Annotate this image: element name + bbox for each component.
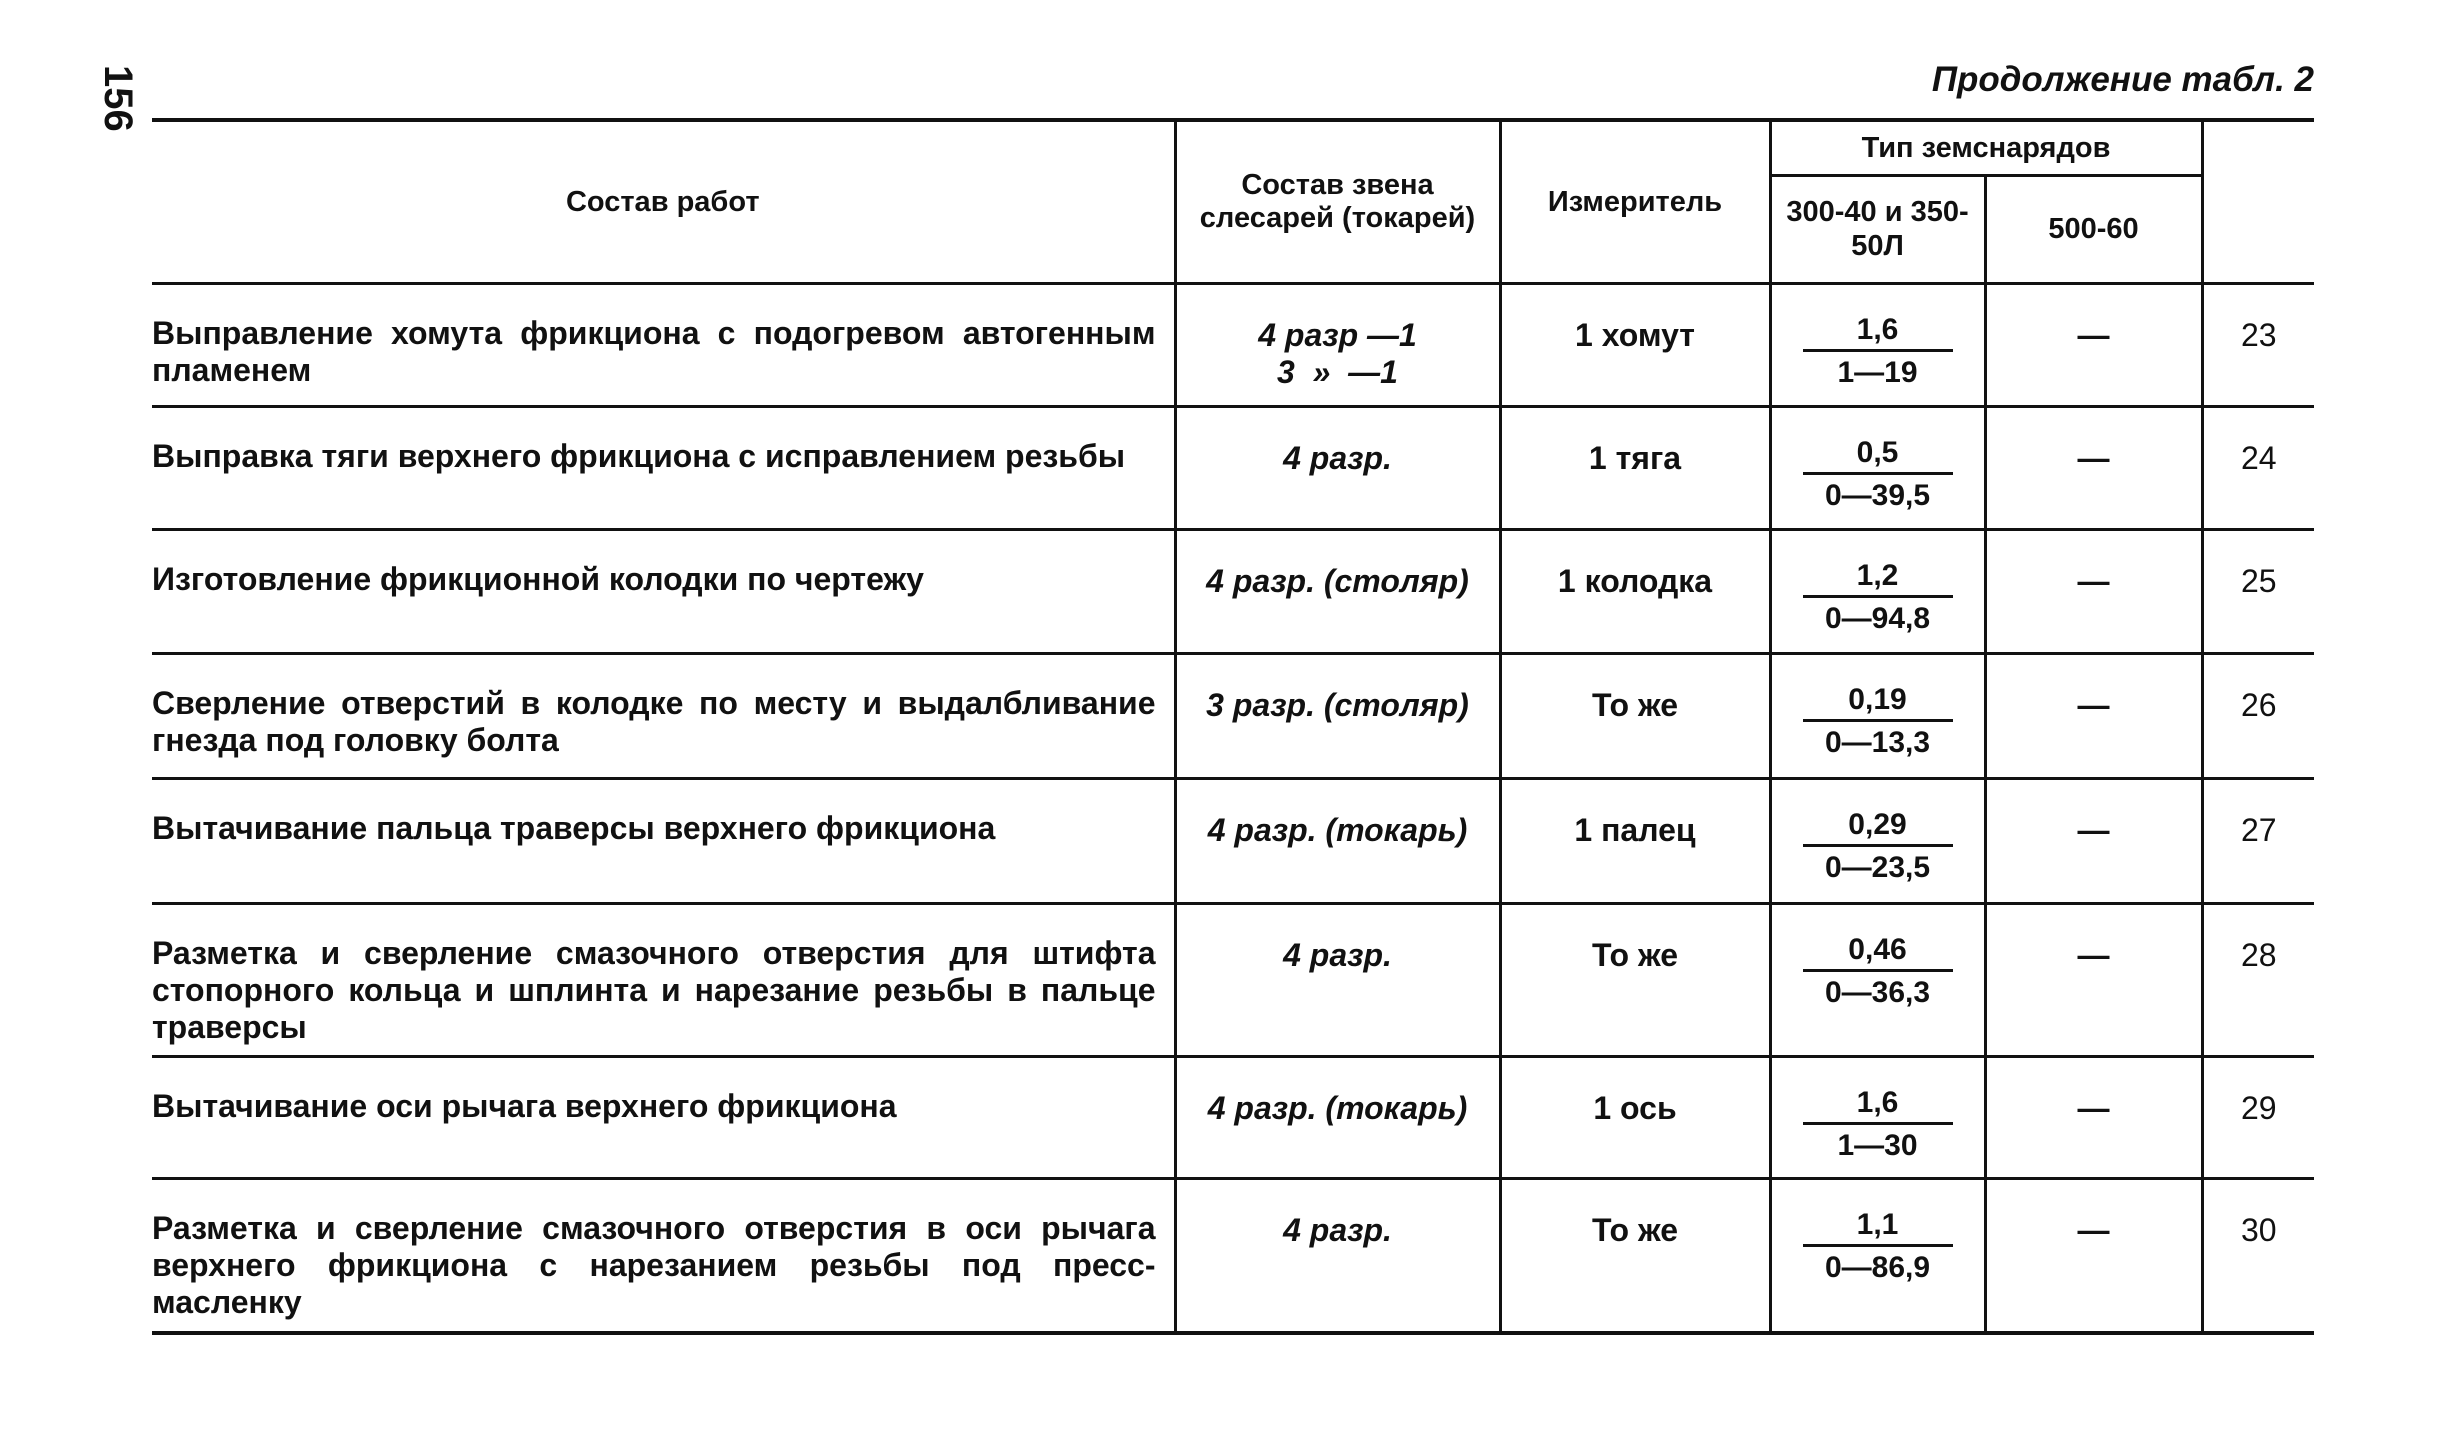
cell-norm-a <box>1770 1179 1985 1333</box>
header-row <box>152 120 2314 176</box>
header-dredger-type: Тип земснарядов <box>1770 120 2202 176</box>
cell-brigade <box>1175 284 1500 407</box>
norm-time: 0,19 <box>1848 683 1907 716</box>
table-row <box>152 1179 2314 1333</box>
cell-work: Выправка тяги верхнего фрикциона с исправлением резьбы <box>152 407 1175 530</box>
header-meter: Измеритель <box>1500 120 1770 284</box>
header-type-a: 300-40 и 350-50Л <box>1770 176 1985 284</box>
cell-meter: 1 хомут <box>1500 284 1770 407</box>
cell-norm-b: — <box>1985 530 2202 654</box>
cell-norm-b: — <box>1985 1179 2202 1333</box>
cell-brigade: 4 разр. <box>1175 904 1500 1057</box>
cell-norm-b: — <box>1985 654 2202 779</box>
cell-norm-a <box>1770 530 1985 654</box>
cell-norm-a <box>1770 1057 1985 1179</box>
cell-norm-a <box>1770 284 1985 407</box>
cell-brigade: 4 разр. <box>1175 407 1500 530</box>
norm-time: 1,1 <box>1856 1208 1899 1242</box>
table-row <box>152 284 2314 407</box>
norm-time: 1,2 <box>1856 559 1899 592</box>
cell-row-number: 24 <box>2202 407 2314 530</box>
cell-brigade: 4 разр. (токарь) <box>1175 1057 1500 1179</box>
header-brigade: Состав звена слесарей (токарей) <box>1175 120 1500 284</box>
norm-time: 1,6 <box>1856 1086 1899 1120</box>
cell-norm-b: — <box>1985 284 2202 407</box>
cell-meter: 1 палец <box>1500 779 1770 904</box>
norm-price: 0—13,3 <box>1824 726 1931 759</box>
header-number <box>2202 120 2314 284</box>
norm-time: 1,6 <box>1856 313 1899 346</box>
norm-price: 0—94,8 <box>1824 602 1931 635</box>
cell-row-number: 30 <box>2202 1179 2314 1333</box>
cell-work: Изготовление фрикционной колодки по чертежу <box>152 530 1175 654</box>
norm-price: 0—86,9 <box>1824 1251 1931 1285</box>
cell-norm-b: — <box>1985 1057 2202 1179</box>
cell-meter: То же <box>1500 904 1770 1057</box>
norm-price: 0—36,3 <box>1824 976 1931 1009</box>
cell-meter: 1 тяга <box>1500 407 1770 530</box>
cell-brigade: 3 разр. (столяр) <box>1175 654 1500 779</box>
norm-price: 1—30 <box>1837 1129 1918 1163</box>
header-type-b: 500-60 <box>1985 176 2202 284</box>
cell-row-number: 25 <box>2202 530 2314 654</box>
norm-price: 0—39,5 <box>1824 479 1931 512</box>
cell-meter: 1 колодка <box>1500 530 1770 654</box>
cell-row-number: 26 <box>2202 654 2314 779</box>
cell-work: Разметка и сверление смазочного отверстия для штифта стопорного кольца и шплинта и нарезание резьбы в пальце траверсы <box>152 904 1175 1057</box>
norms-table <box>152 118 2314 1335</box>
brigade-line: 3 » —1 <box>1277 353 1398 390</box>
cell-row-number: 27 <box>2202 779 2314 904</box>
cell-work: Разметка и сверление смазочного отверстия в оси рычага верхнего фрикциона с нарезанием резьбы под пресс-масленку <box>152 1179 1175 1333</box>
norm-price: 1—19 <box>1837 356 1918 389</box>
norm-time: 0,5 <box>1856 436 1899 469</box>
brigade-line: 4 разр —1 <box>1258 317 1417 353</box>
cell-meter: То же <box>1500 654 1770 779</box>
table-row <box>152 654 2314 779</box>
cell-work: Вытачивание пальца траверсы верхнего фрикциона <box>152 779 1175 904</box>
cell-meter: То же <box>1500 1179 1770 1333</box>
cell-work: Сверление отверстий в колодке по месту и выдалбливание гнезда под головку болта <box>152 654 1175 779</box>
cell-work: Вытачивание оси рычага верхнего фрикциона <box>152 1057 1175 1179</box>
cell-norm-a <box>1770 779 1985 904</box>
cell-norm-a <box>1770 407 1985 530</box>
cell-row-number: 28 <box>2202 904 2314 1057</box>
cell-brigade: 4 разр. <box>1175 1179 1500 1333</box>
cell-meter: 1 ось <box>1500 1057 1770 1179</box>
cell-norm-b: — <box>1985 904 2202 1057</box>
norm-price: 0—23,5 <box>1824 851 1931 884</box>
cell-brigade: 4 разр. (токарь) <box>1175 779 1500 904</box>
cell-norm-b: — <box>1985 407 2202 530</box>
cell-norm-b: — <box>1985 779 2202 904</box>
table-row <box>152 530 2314 654</box>
table-row <box>152 904 2314 1057</box>
norm-time: 0,46 <box>1848 933 1907 966</box>
cell-brigade: 4 разр. (столяр) <box>1175 530 1500 654</box>
table-caption: Продолжение табл. 2 <box>1931 60 2314 99</box>
table-row <box>152 407 2314 530</box>
cell-norm-a <box>1770 654 1985 779</box>
table-row <box>152 1057 2314 1179</box>
page-number: 156 <box>96 65 140 132</box>
header-work: Состав работ <box>152 120 1175 284</box>
table-row <box>152 779 2314 904</box>
cell-work: Выправление хомута фрикциона с подогревом автогенным пламенем <box>152 284 1175 407</box>
cell-row-number: 23 <box>2202 284 2314 407</box>
cell-norm-a <box>1770 904 1985 1057</box>
norm-time: 0,29 <box>1848 808 1907 841</box>
cell-row-number: 29 <box>2202 1057 2314 1179</box>
